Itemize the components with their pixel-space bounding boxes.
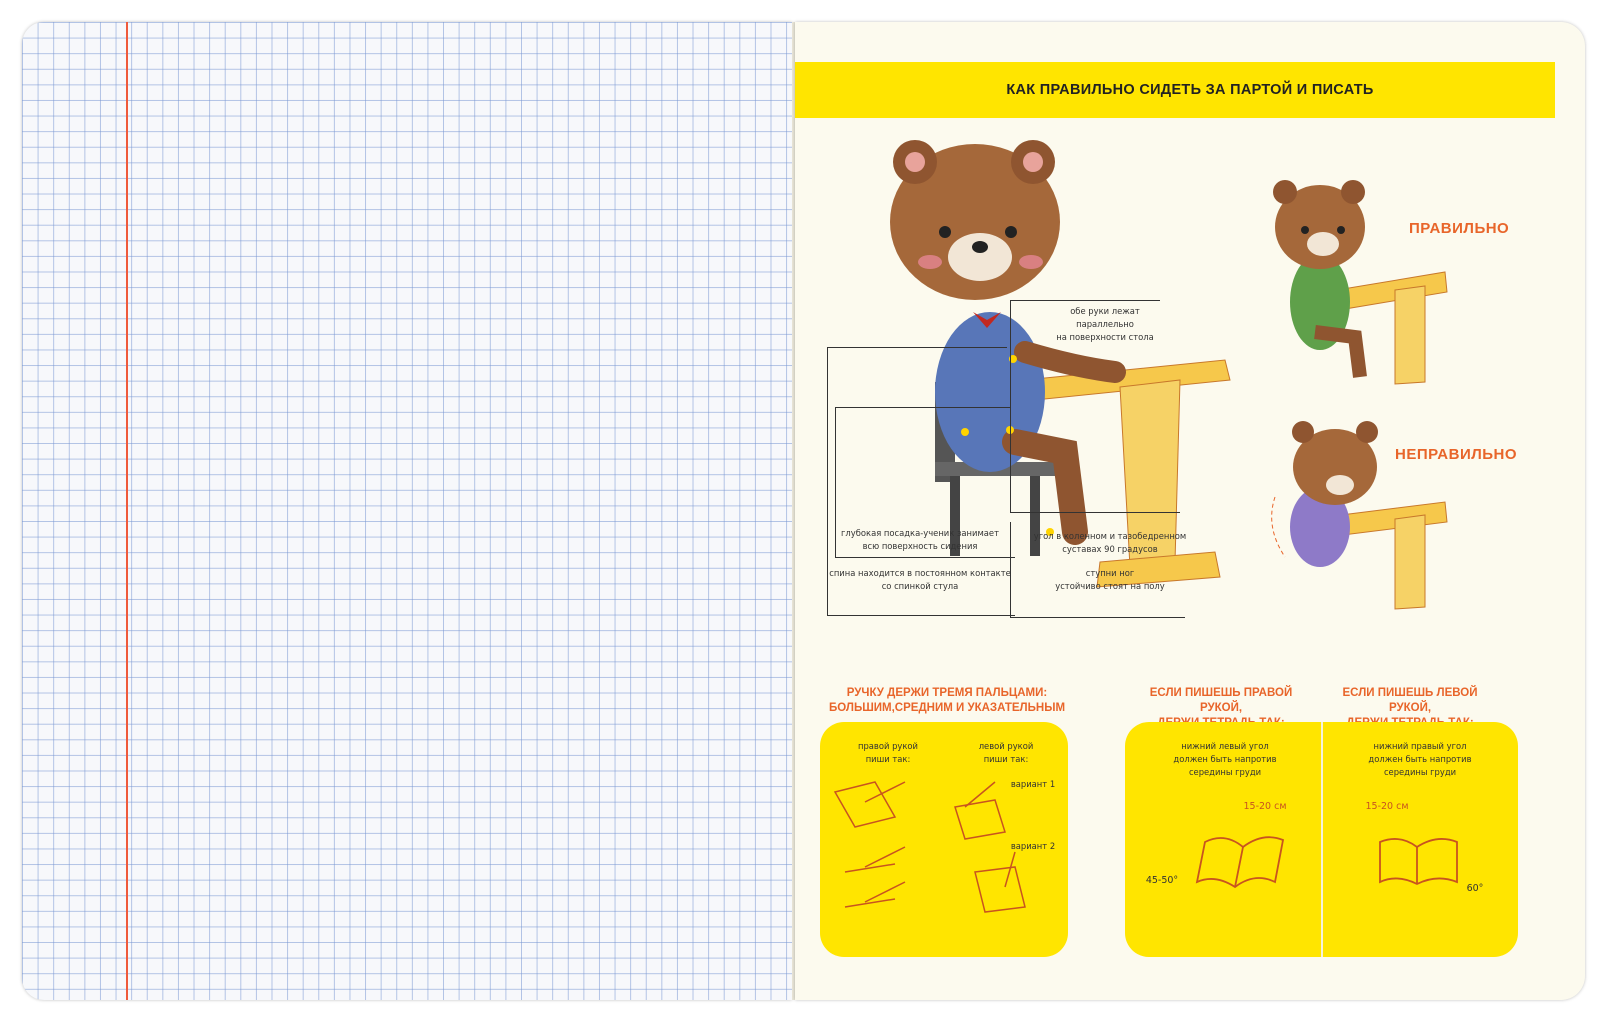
correct-posture-illustration [1265,172,1455,382]
distance-right: 15-20 см [1243,801,1287,812]
angle-right: 45-50° [1145,875,1179,886]
right-hand-heading: ЕСЛИ ПИШЕШЬ ПРАВОЙ РУКОЙ, [1149,687,1293,714]
angle-left: 60° [1466,883,1484,894]
variant1-label: вариант 1 [1010,779,1056,789]
page-title: КАК ПРАВИЛЬНО СИДЕТЬ ЗА ПАРТОЙ И ПИСАТЬ [1006,82,1374,98]
annotation-back: спина находится в постоянном контакте со спинкой стула [829,568,1011,591]
left-hand-heading: ЕСЛИ ПИШЕШЬ ЛЕВОЙ РУКОЙ, [1342,687,1478,714]
annotation-feet: ступни ног устойчиво стоят на полу [1055,568,1165,591]
margin-line [126,22,128,1000]
incorrect-posture-illustration [1265,397,1455,607]
correct-label: ПРАВИЛЬНО [1409,220,1510,237]
annotation-hands: обе руки лежат параллельно на поверхности стола [1056,306,1154,342]
distance-left: 15-20 см [1365,801,1409,812]
pen-heading: РУЧКУ ДЕРЖИ ТРЕМЯ ПАЛЬЦАМИ: БОЛЬШИМ,СРЕДНИМ И УКАЗАТЕЛЬНЫМ [828,687,1066,714]
notebook-right-text: нижний левый угол должен быть напротив середины груди [1173,741,1277,777]
annotation-knee: угол в коленном и тазобедренном суставах 90 градусов [1033,531,1187,554]
incorrect-label: НЕПРАВИЛЬНО [1395,446,1518,463]
grid-paper-page [22,22,792,1000]
illustrated-info-page [795,22,1585,1000]
variant2-label: вариант 2 [1010,841,1056,851]
notebook-left-text: нижний правый угол должен быть напротив середины груди [1368,741,1472,777]
notebook-drawings [1125,802,1518,902]
pen-left-text: левой рукой пиши так: [978,741,1034,764]
pen-grip-drawings [825,772,1065,952]
annotation-seat: глубокая посадка-ученик занимает всю поверхность сидения [841,528,999,551]
pen-right-text: правой рукой пиши так: [858,741,918,764]
